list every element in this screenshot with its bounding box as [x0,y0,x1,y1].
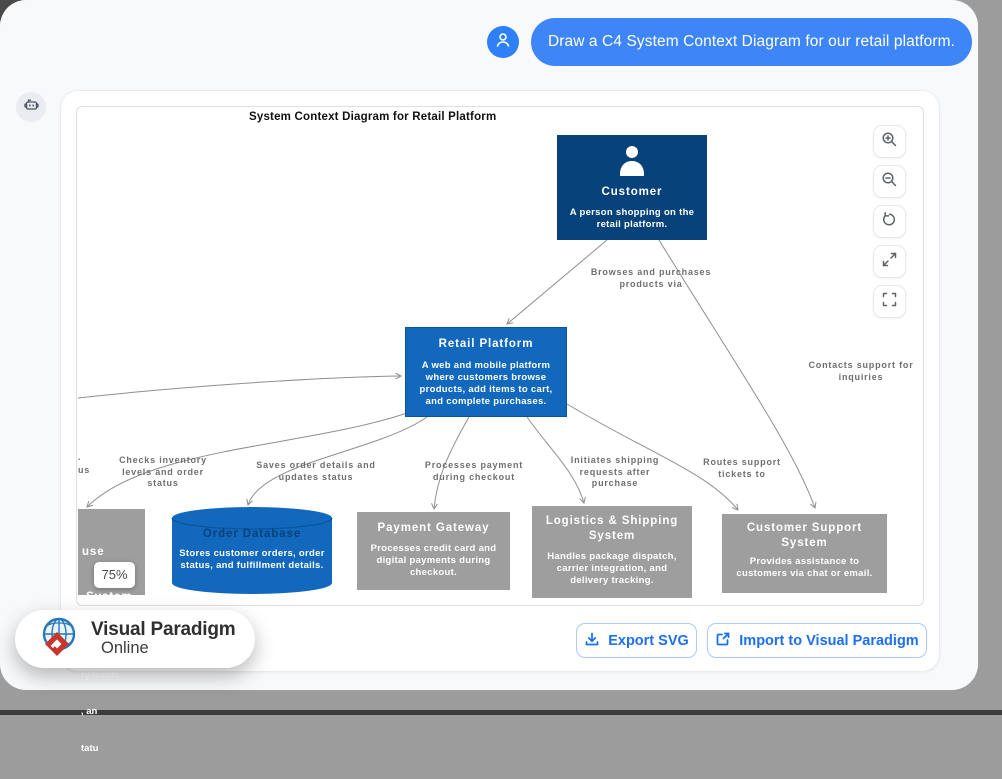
node-description: Processes credit card and digital payments during checkout. [357,543,510,579]
zoom-level-badge: 75% [94,562,135,588]
node-description: Provides assistance to customers via chat or email. [722,556,887,580]
person-icon [557,144,707,183]
user-avatar [487,26,519,58]
visual-paradigm-logo[interactable] [15,610,255,668]
window-bottom-edge [0,710,1002,715]
node-description: A person shopping on the retail platform. [557,207,707,231]
node-title: Payment Gateway [357,521,510,536]
user-message-text: Draw a C4 System Context Diagram for our retail platform. [548,33,955,51]
edge-label-browses: Browses and purchases products via [590,267,712,290]
node-customer-support-system [722,514,887,593]
node-title-fragment: use System [78,515,145,635]
edge-label-saves: Saves order details and updates status [253,460,379,483]
diagram-canvas[interactable] [76,106,924,606]
node-description: Handles package dispatch, carrier integration, and delivery tracking. [532,551,692,587]
user-message-bubble [531,18,972,66]
visual-paradigm-globe-icon [37,614,83,665]
node-title: Retail Platform [406,337,566,352]
node-payment-gateway [357,512,510,590]
zoom-out-button[interactable] [873,165,906,198]
node-description: Stores customer orders, order status, and fulfillment details. [172,548,332,572]
node-description-fragment: ry levels , an tatu [78,646,145,779]
node-title: Order Database [172,527,332,542]
robot-icon [23,96,40,118]
edge-label-clipped: . us [78,451,90,476]
node-title: Logistics & Shipping System [532,514,692,544]
node-retail-platform [405,327,567,417]
magnifier-minus-icon [881,171,898,193]
download-icon [584,631,600,651]
zoom-in-button[interactable] [873,125,906,158]
node-title: Customer Support System [722,521,887,551]
arrows-out-icon [881,251,898,273]
node-description: A web and mobile platform where customers browse products, add items to cart, and complete purchases. [406,360,566,409]
fit-screen-button[interactable] [873,285,906,318]
export-svg-label: Export SVG [608,633,689,649]
edge-label-processes: Processes payment during checkout [411,460,537,483]
edge-label-routes: Routes support tickets to [689,457,795,480]
node-logistics-shipping-system [532,506,692,598]
external-link-icon [715,631,731,651]
import-label: Import to Visual Paradigm [739,633,918,649]
import-to-visual-paradigm-button[interactable] [707,623,927,658]
assistant-avatar [16,92,46,122]
node-customer [557,135,707,240]
expand-button[interactable] [873,245,906,278]
edge-label-contacts: Contacts support for inquiries [797,360,925,383]
magnifier-plus-icon [881,131,898,153]
diagram-title: System Context Diagram for Retail Platform [249,111,496,123]
logo-product: Online [101,640,236,657]
edge-label-initiates: Initiates shipping requests after purchase [559,455,671,490]
reset-view-button[interactable] [873,205,906,238]
corner-brackets-icon [881,291,898,313]
logo-text [91,620,236,657]
node-title: Customer [557,185,707,200]
node-order-database [172,507,332,597]
export-svg-button[interactable] [576,623,697,658]
rotate-ccw-icon [881,211,898,233]
person-icon [494,31,512,54]
assistant-response-card [60,90,940,672]
edge-label-checks: Checks inventory levels and order status [105,455,221,490]
logo-brand: Visual Paradigm [91,620,236,640]
